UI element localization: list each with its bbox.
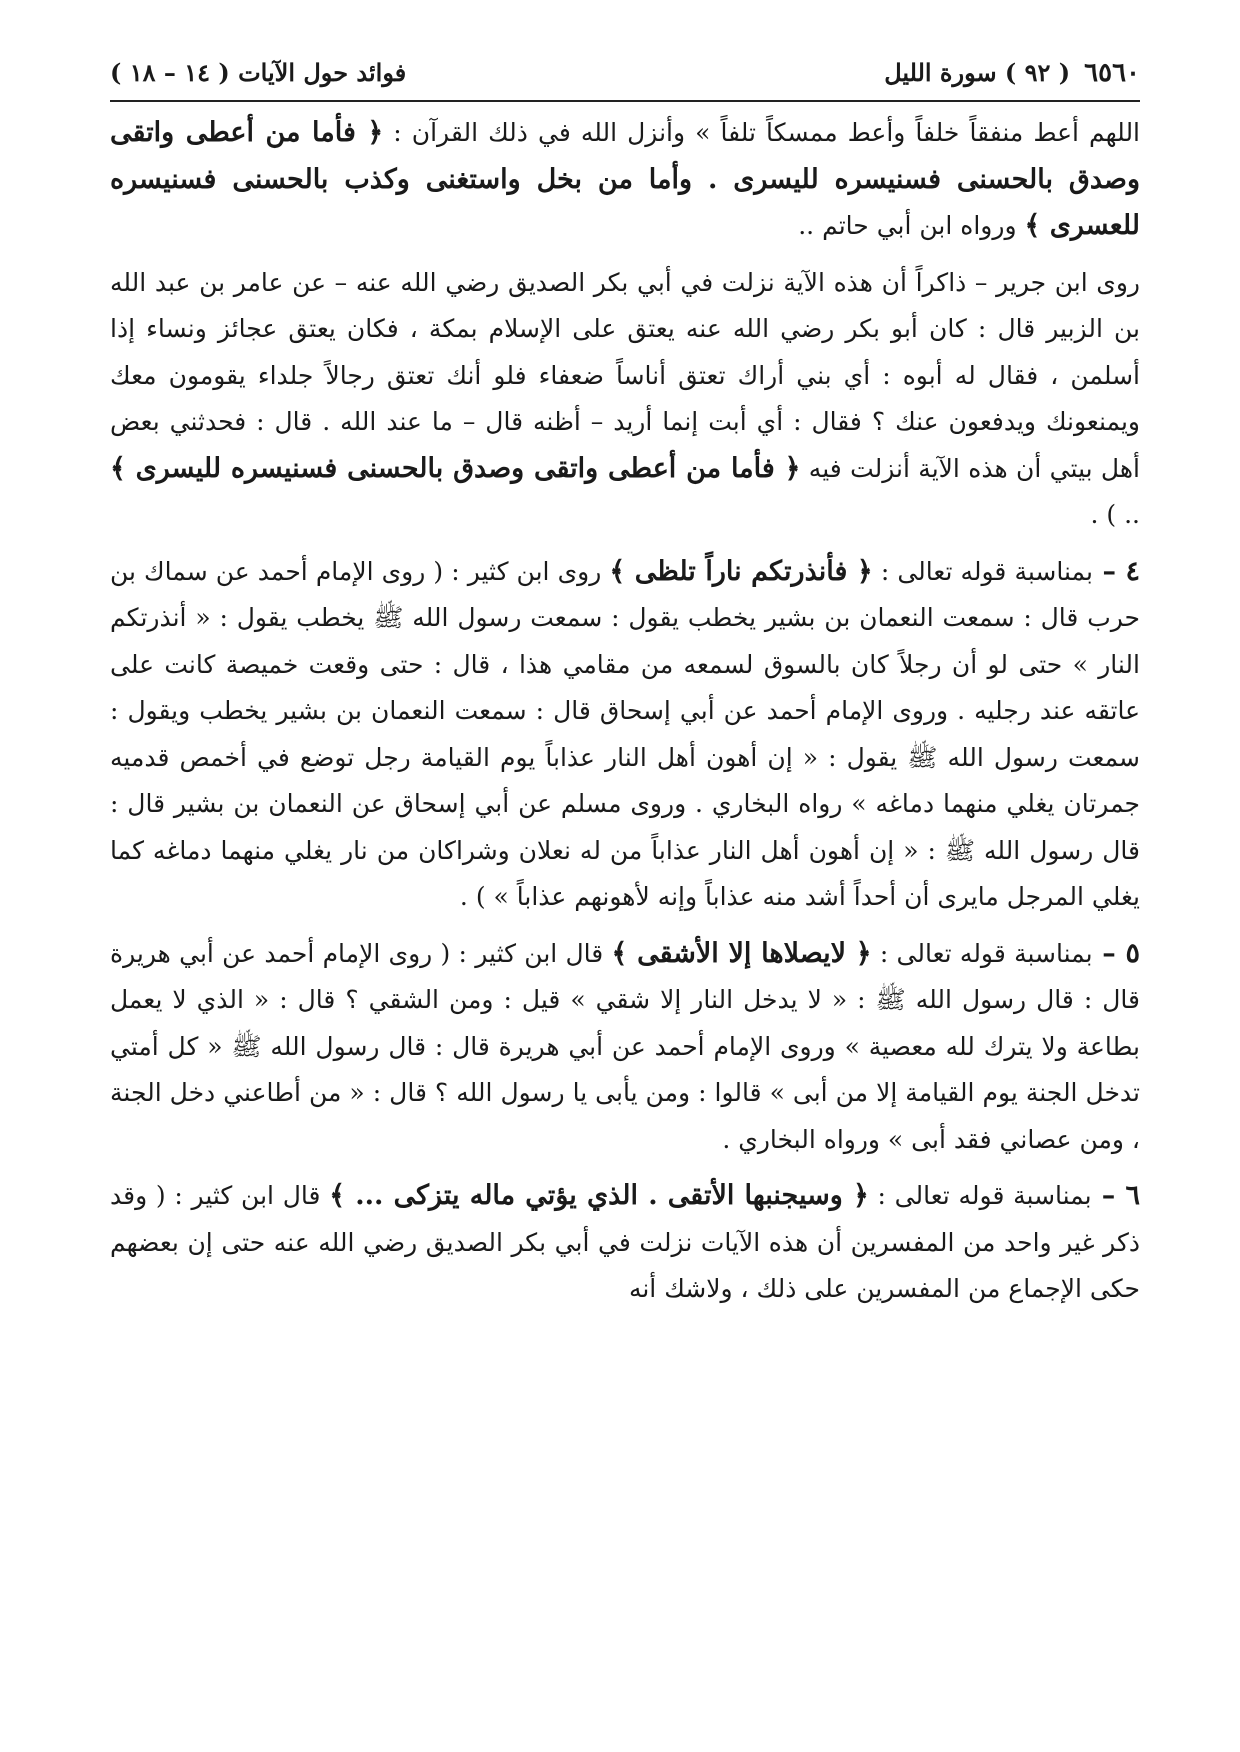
body-text — [110, 110, 1140, 1313]
body-segment: اللهم أعط منفقاً خلفاً وأعط ممسكاً تلفاً » وأنزل الله في ذلك القرآن : — [383, 118, 1141, 147]
book-page — [110, 58, 1140, 1698]
body-segment: .. ) . — [1090, 500, 1140, 529]
quran-verse: ﴿ لايصلاها إلا الأشقى ﴾ — [611, 937, 872, 969]
page-number: ٦٥٦٠ — [1084, 58, 1140, 88]
quran-verse: ﴿ فأما من أعطى واتقى وصدق بالحسنى فسنيسره لليسرى ﴾ — [110, 452, 801, 484]
quran-verse: ﴿ فأنذرتكم ناراً تلظى ﴾ — [609, 555, 873, 587]
body-segment: قال ابن كثير : ( وقد ذكر غير واحد من المفسرين أن هذه الآيات نزلت في أبي بكر الصديق رضي الله عنه حتى إن بعضهم حكى الإجماع من المفسرين على ذلك ، ولاشك أنه — [110, 1181, 1140, 1303]
body-segment: بمناسبة قوله تعالى : — [868, 1181, 1092, 1210]
quran-verse: ﴿ فأما من أعطى واتقى وصدق بالحسنى فسنيسره لليسرى . وأما من بخل واستغنى وكذب بالحسنى فسنيسره للعسرى ﴾ — [110, 117, 1140, 241]
paragraph — [110, 549, 1140, 921]
page-header — [110, 58, 1140, 98]
header-right — [884, 58, 1140, 88]
paragraph — [110, 931, 1140, 1164]
quran-verse: ٤ – — [1092, 555, 1140, 587]
paragraph — [110, 110, 1140, 250]
paragraph — [110, 1173, 1140, 1313]
paragraph — [110, 260, 1140, 539]
body-segment: روى ابن جرير – ذاكراً أن هذه الآية نزلت في أبي بكر الصديق رضي الله عنه – عن عامر بن عبد الله بن الزبير قال : كان أبو بكر رضي الله عنه يعتق على الإسلام بمكة ، فكان يعتق عجائز ونساء إذا أسلمن ، فقال له أبوه : أي بني أراك تعتق أناساً ضعفاء فلو أنك تعتق رجالاً جلداء يقومون معك ويمنعونك ويدفعون عنك ؟ فقال : أي أبت إنما أريد – أظنه قال – ما عند الله . قال : فحدثني بعض أهل بيتي أن هذه الآية أنزلت فيه — [110, 267, 1140, 483]
section-title: فوائد حول الآيات ( ١٤ – ١٨ ) — [110, 58, 407, 87]
body-segment: ورواه ابن أبي حاتم .. — [798, 211, 1025, 240]
header-rule — [110, 100, 1140, 102]
body-segment: بمناسبة قوله تعالى : — [871, 938, 1093, 968]
quran-verse: ٥ – — [1092, 937, 1141, 969]
surah-title: ( ٩٢ ) سورة الليل — [884, 58, 1071, 87]
body-segment: بمناسبة قوله تعالى : — [872, 556, 1093, 586]
body-segment: روى ابن كثير : ( روى الإمام أحمد عن سماك بن حرب قال : سمعت النعمان بن بشير يخطب يقول : سمعت رسول الله ﷺ يخطب يقول : « أنذرتكم النار » حتى لو أن رجلاً كان بالسوق لسمعه من مقامي هذا ، قال : حتى وقعت خميصة كانت على عاتقه عند رجليه . وروى الإمام أحمد عن أبي إسحاق قال : سمعت النعمان بن بشير يخطب ويقول : سمعت رسول الله ﷺ يقول : « إن أهون أهل النار عذاباً يوم القيامة رجل توضع في أخمص قدميه جمرتان يغلي منهما دماغه » رواه البخاري . وروى مسلم عن أبي إسحاق عن النعمان بن بشير قال : قال رسول الله ﷺ : « إن أهون أهل النار عذاباً من له نعلان وشراكان من نار يغلي منهما دماغه كما يغلي المرجل مايرى أن أحداً أشد منه عذاباً وإنه لأهونهم عذاباً » ) . — [110, 556, 1141, 911]
body-segment: قال ابن كثير : ( روى الإمام أحمد عن أبي هريرة قال : قال رسول الله ﷺ : « لا يدخل النار إلا شقي » قيل : ومن الشقي ؟ قال : « الذي لا يعمل بطاعة ولا يترك لله معصية » وروى الإمام أحمد عن أبي هريرة قال : قال رسول الله ﷺ « كل أمتي تدخل الجنة يوم القيامة إلا من أبى » قالوا : ومن يأبى يا رسول الله ؟ قال : « من أطاعني دخل الجنة ، ومن عصاني فقد أبى » ورواه البخاري . — [110, 938, 1140, 1154]
quran-verse: ﴿ وسيجنبها الأتقى . الذي يؤتي ماله يتزكى ... ﴾ — [329, 1180, 869, 1211]
quran-verse: ٦ – — [1091, 1180, 1141, 1211]
